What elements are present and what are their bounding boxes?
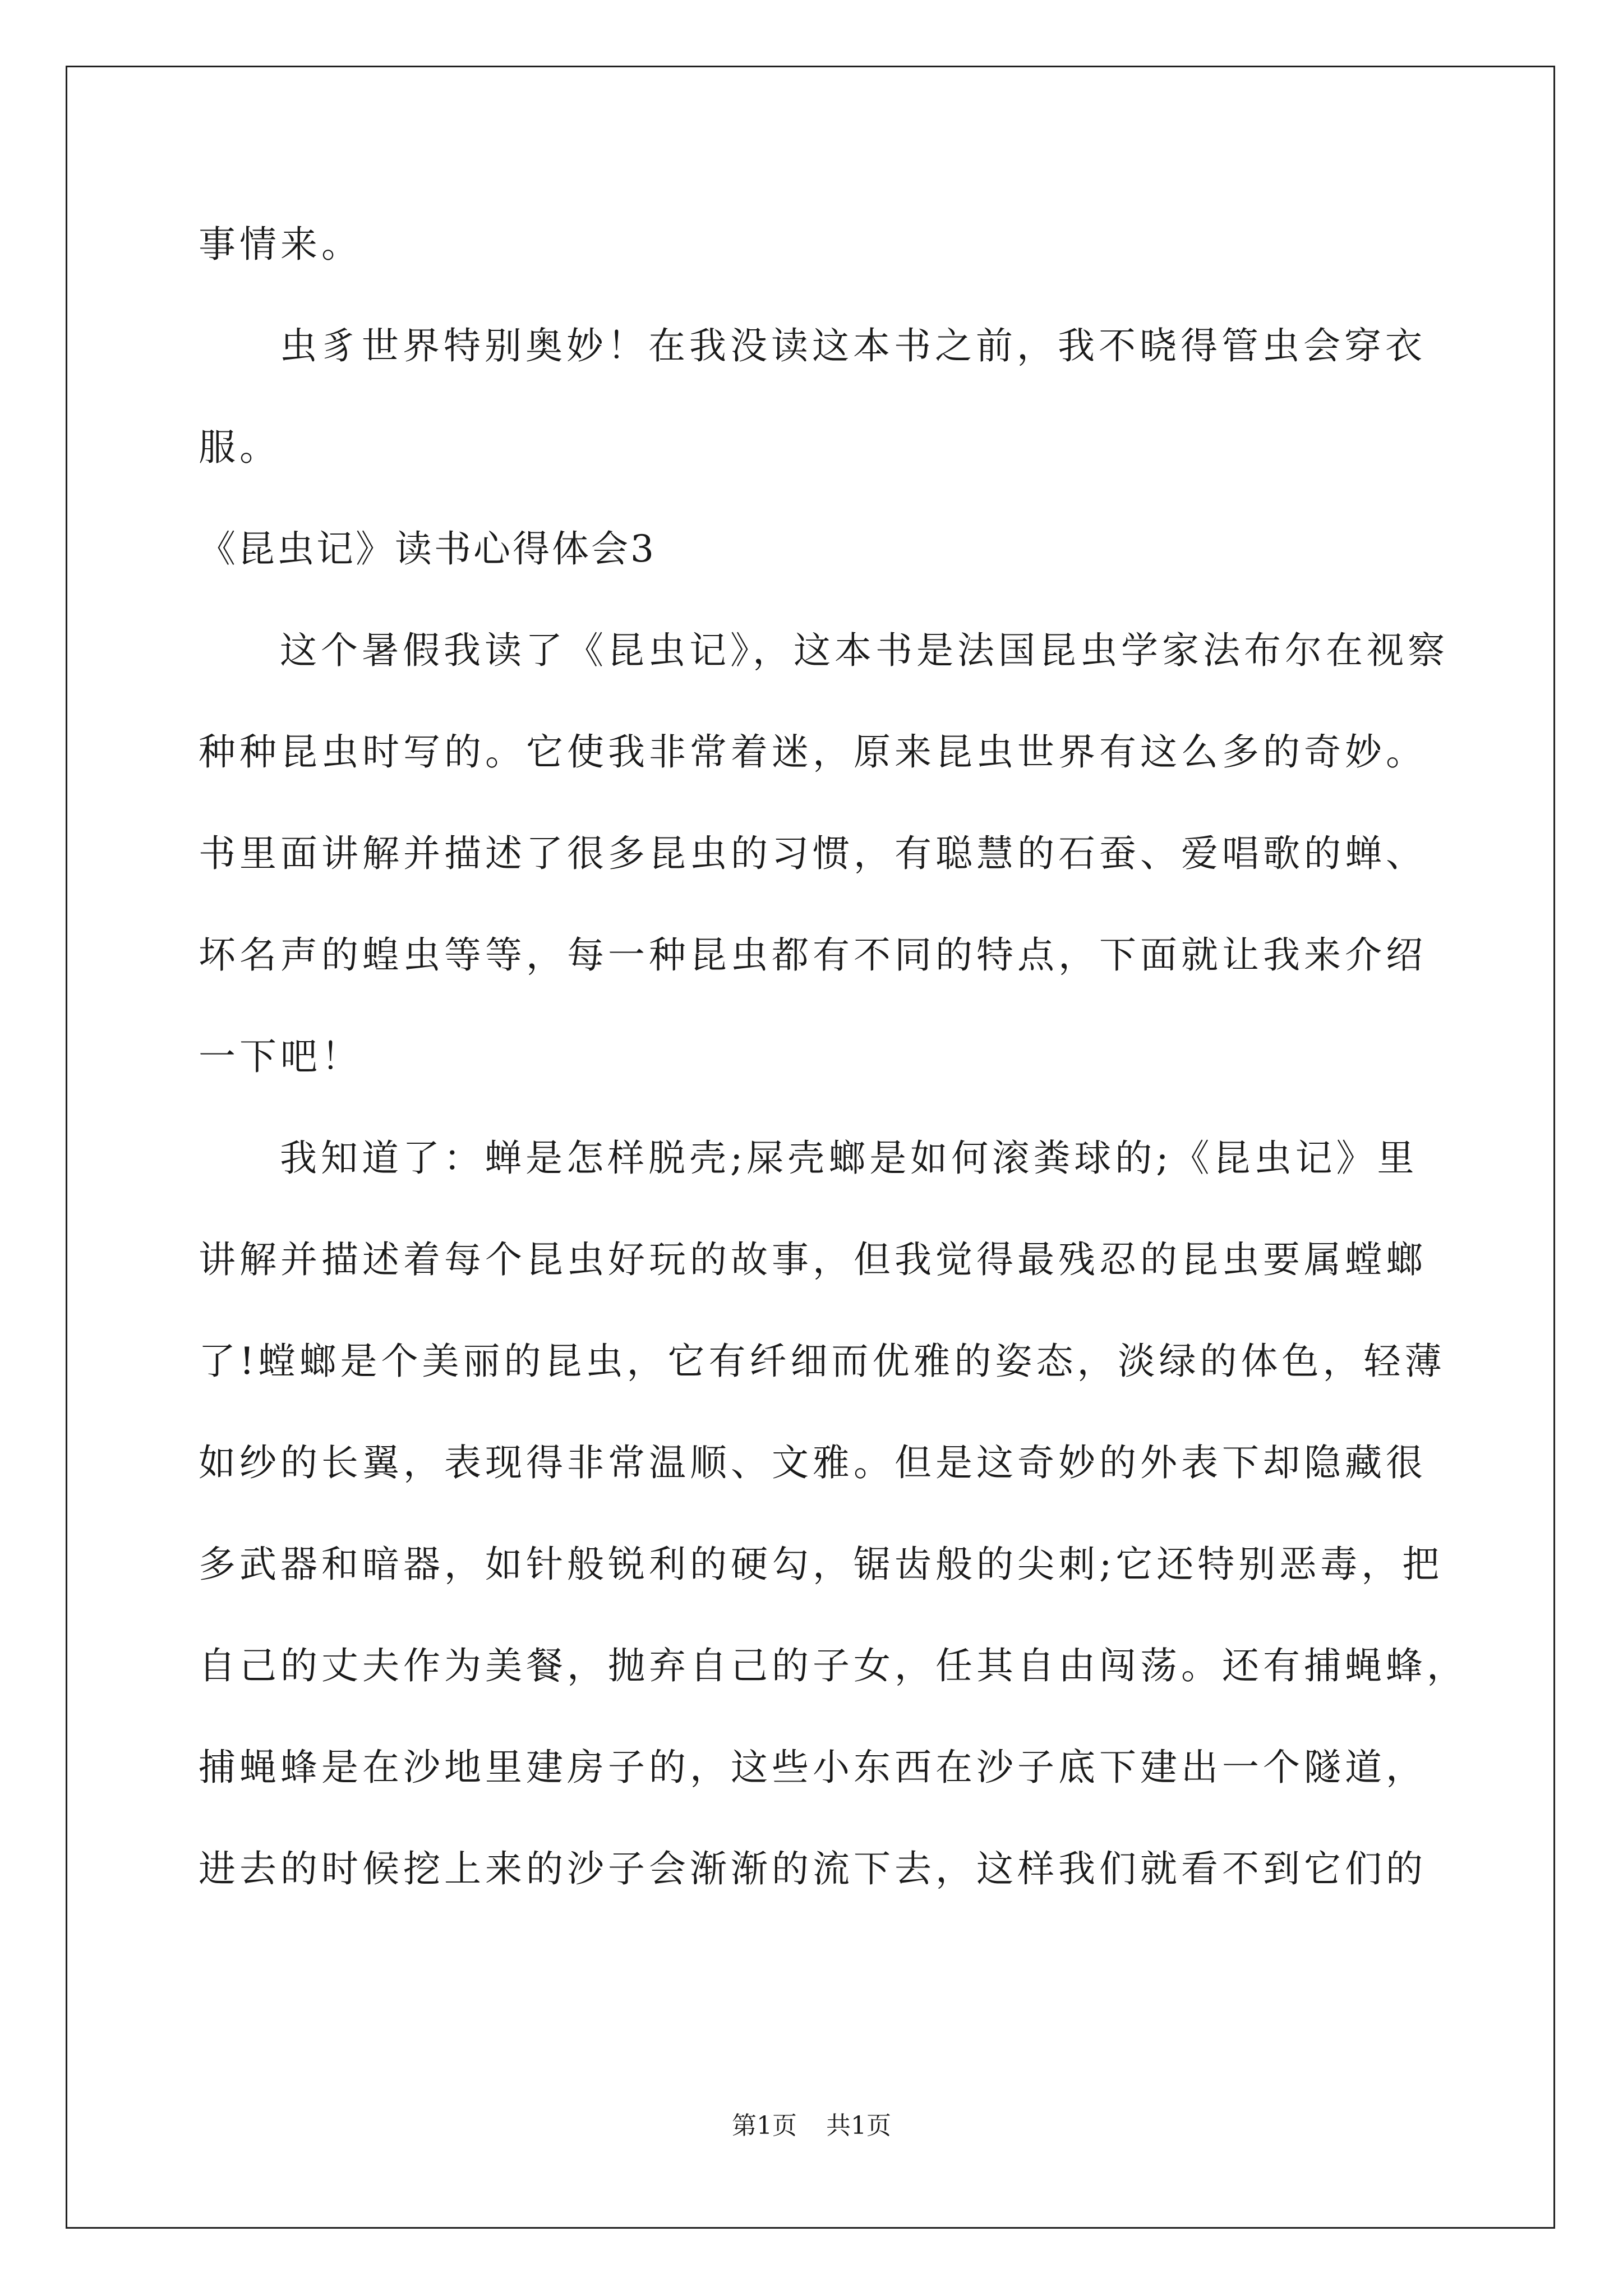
document-body [199,194,1468,1920]
text-line: 服。 [199,426,280,469]
page-footer [0,2109,1623,2143]
text-line: 如纱的长翼，表现得非常温顺、文雅。但是这奇妙的外表下却隐藏很 [199,1441,1427,1484]
text-line: 捕蝇蜂是在沙地里建房子的，这些小东西在沙子底下建出一个隧道， [199,1746,1427,1789]
text-line: 这个暑假我读了《昆虫记》，这本书是法国昆虫学家法布尔在视察 [280,629,1449,672]
text-line: 一下吧！ [199,1035,362,1078]
text-line: 多武器和暗器，如针般锐利的硬勾，锯齿般的尖刺;它还特别恶毒，把 [199,1543,1444,1586]
text-line: 进去的时候挖上来的沙子会渐渐的流下去，这样我们就看不到它们的 [199,1847,1427,1890]
text-line: 种种昆虫时写的。它使我非常着迷，原来昆虫世界有这么多的奇妙。 [199,730,1427,774]
text-line: 讲解并描述着每个昆虫好玩的故事，但我觉得最残忍的昆虫要属螳螂 [199,1238,1427,1281]
text-line: 坏名声的蝗虫等等，每一种昆虫都有不同的特点，下面就让我来介绍 [199,933,1427,977]
text-line: 虫豸世界特别奥妙！在我没读这本书之前，我不晓得管虫会穿衣 [280,324,1426,367]
text-line: 事情来。 [199,223,362,266]
text-line: 自己的丈夫作为美餐，抛弃自己的子女，任其自由闯荡。还有捕蝇蜂， [199,1644,1468,1687]
text-line: 了!螳螂是个美丽的昆虫，它有纤细而优雅的姿态，淡绿的体色，轻薄 [199,1340,1446,1383]
section-heading: 《昆虫记》读书心得体会3 [199,527,656,570]
page-total: 共1页 [826,2111,891,2140]
text-line: 我知道了：蝉是怎样脱壳;屎壳螂是如何滚粪球的;《昆虫记》里 [280,1137,1418,1180]
page-number: 第1页 [732,2111,797,2140]
text-line: 书里面讲解并描述了很多昆虫的习惯，有聪慧的石蚕、爱唱歌的蝉、 [199,832,1427,875]
